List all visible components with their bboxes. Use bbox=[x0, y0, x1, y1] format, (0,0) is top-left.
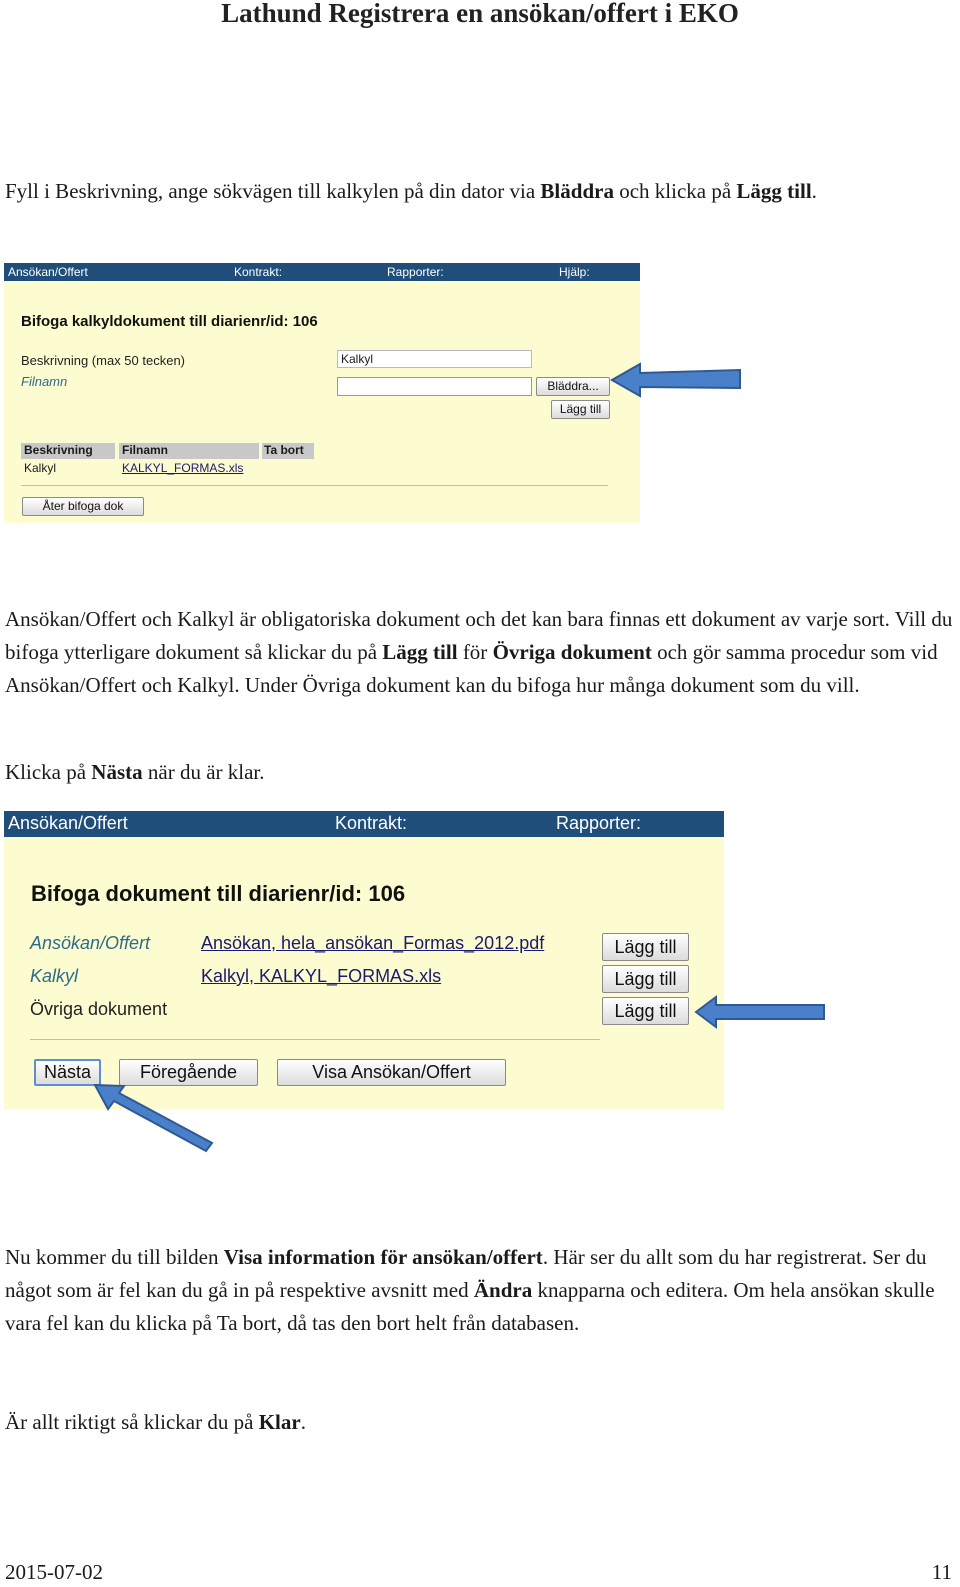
para3-bold-next: Nästa bbox=[91, 760, 143, 784]
para2-text-2: för bbox=[457, 640, 493, 664]
table-header-description: Beskrivning bbox=[21, 443, 115, 459]
add-button-calc[interactable]: Lägg till bbox=[602, 965, 689, 993]
menu-item-application-2[interactable]: Ansökan/Offert bbox=[8, 813, 128, 833]
para4-bold-show-info: Visa information för ansökan/offert bbox=[223, 1245, 543, 1269]
show-application-button[interactable]: Visa Ansökan/Offert bbox=[277, 1059, 506, 1086]
menu-item-application[interactable]: Ansökan/Offert bbox=[8, 265, 88, 279]
row-file-calc-link[interactable]: Kalkyl, KALKYL_FORMAS.xls bbox=[201, 966, 442, 986]
footer-page-number: 11 bbox=[931, 1560, 952, 1584]
para5-text-1: Är allt riktigt så klickar du på bbox=[5, 1410, 259, 1434]
table-header-delete: Ta bort bbox=[262, 443, 314, 459]
para4-text-1: Nu kommer du till bilden bbox=[5, 1245, 224, 1269]
next-button[interactable]: Nästa bbox=[34, 1059, 101, 1086]
mandatory-docs-paragraph bbox=[5, 603, 955, 702]
divider bbox=[21, 485, 608, 486]
divider-2 bbox=[30, 1039, 600, 1040]
para4-text-2: . Här ser du allt som du har registrerat. Ser du något som är fel kan du gå in på respektive avsnitt med bbox=[5, 1245, 927, 1302]
table-cell-description: Kalkyl bbox=[24, 461, 57, 475]
menu-item-reports-2[interactable]: Rapporter: bbox=[556, 813, 642, 833]
intro-text-1: Fyll i Beskrivning, ange sökvägen till kalkylen på din dator via bbox=[5, 179, 541, 203]
table-cell-file-link[interactable]: KALKYL_FORMAS.xls bbox=[122, 461, 244, 475]
add-button-application[interactable]: Lägg till bbox=[602, 933, 689, 961]
arrow-next-icon bbox=[92, 1080, 217, 1155]
show-info-paragraph bbox=[5, 1241, 955, 1340]
table-header-filename: Filnamn bbox=[119, 443, 259, 459]
description-input[interactable]: Kalkyl bbox=[337, 350, 532, 368]
intro-paragraph bbox=[5, 175, 955, 208]
menu-item-contract[interactable]: Kontrakt: bbox=[234, 265, 283, 279]
para3-text-2: när du är klar. bbox=[142, 760, 265, 784]
done-paragraph bbox=[5, 1406, 955, 1439]
browse-button[interactable]: Bläddra... bbox=[536, 377, 610, 396]
menu-bar bbox=[4, 263, 640, 281]
para4-bold-edit: Ändra bbox=[473, 1278, 533, 1302]
filename-label: Filnamn bbox=[21, 374, 68, 389]
para2-bold-add: Lägg till bbox=[382, 640, 458, 664]
row-label-calc: Kalkyl bbox=[30, 966, 79, 986]
screenshot-attach-calc bbox=[4, 263, 640, 523]
menu-item-contract-2[interactable]: Kontrakt: bbox=[335, 813, 408, 833]
row-label-other: Övriga dokument bbox=[30, 999, 168, 1019]
arrow-add-other-icon bbox=[694, 994, 828, 1030]
previous-button[interactable]: Föregående bbox=[119, 1059, 258, 1086]
row-label-application: Ansökan/Offert bbox=[30, 933, 151, 953]
intro-text-3: . bbox=[811, 179, 817, 203]
para4-text-3: knapparna och editera. Om hela ansökan skulle vara fel kan du klicka på Ta bort, då tas den bort helt från databasen. bbox=[5, 1278, 935, 1335]
screenshot-attach-docs bbox=[4, 811, 724, 1109]
add-button-other[interactable]: Lägg till bbox=[602, 997, 689, 1025]
arrow-browse-icon bbox=[610, 360, 745, 400]
next-instruction bbox=[5, 756, 955, 789]
attach-calc-heading: Bifoga kalkyldokument till diarienr/id: 106 bbox=[21, 313, 318, 330]
row-file-application-link[interactable]: Ansökan, hela_ansökan_Formas_2012.pdf bbox=[201, 933, 545, 953]
description-label: Beskrivning (max 50 tecken) bbox=[21, 353, 186, 368]
intro-text-2: och klicka på bbox=[613, 179, 737, 203]
page-title: Lathund Registrera en ansökan/offert i EKO bbox=[221, 0, 739, 28]
back-attach-button[interactable]: Åter bifoga dok bbox=[22, 497, 144, 516]
file-path-input[interactable] bbox=[337, 377, 532, 396]
footer-date: 2015-07-02 bbox=[5, 1560, 103, 1584]
intro-bold-add: Lägg till bbox=[736, 179, 812, 203]
add-button[interactable]: Lägg till bbox=[551, 400, 610, 419]
attach-docs-heading: Bifoga dokument till diarienr/id: 106 bbox=[31, 881, 406, 906]
para5-text-2: . bbox=[300, 1410, 306, 1434]
para2-bold-other-docs: Övriga dokument bbox=[492, 640, 652, 664]
menu-bar-2 bbox=[4, 811, 724, 837]
para2-text-1: Ansökan/Offert och Kalkyl är obligatoriska dokument och det kan bara finnas ett dokument av varje sort. Vill du bifoga ytterligare dokument så klickar du på bbox=[5, 607, 953, 664]
intro-bold-browse: Bläddra bbox=[540, 179, 614, 203]
para2-text-3: och gör samma procedur som vid Ansökan/Offert och Kalkyl. Under Övriga dokument kan du bifoga hur många dokument som du vill. bbox=[5, 640, 938, 697]
para3-text-1: Klicka på bbox=[5, 760, 92, 784]
menu-item-reports[interactable]: Rapporter: bbox=[387, 265, 444, 279]
menu-item-help[interactable]: Hjälp: bbox=[559, 265, 590, 279]
para5-bold-done: Klar bbox=[258, 1410, 301, 1434]
